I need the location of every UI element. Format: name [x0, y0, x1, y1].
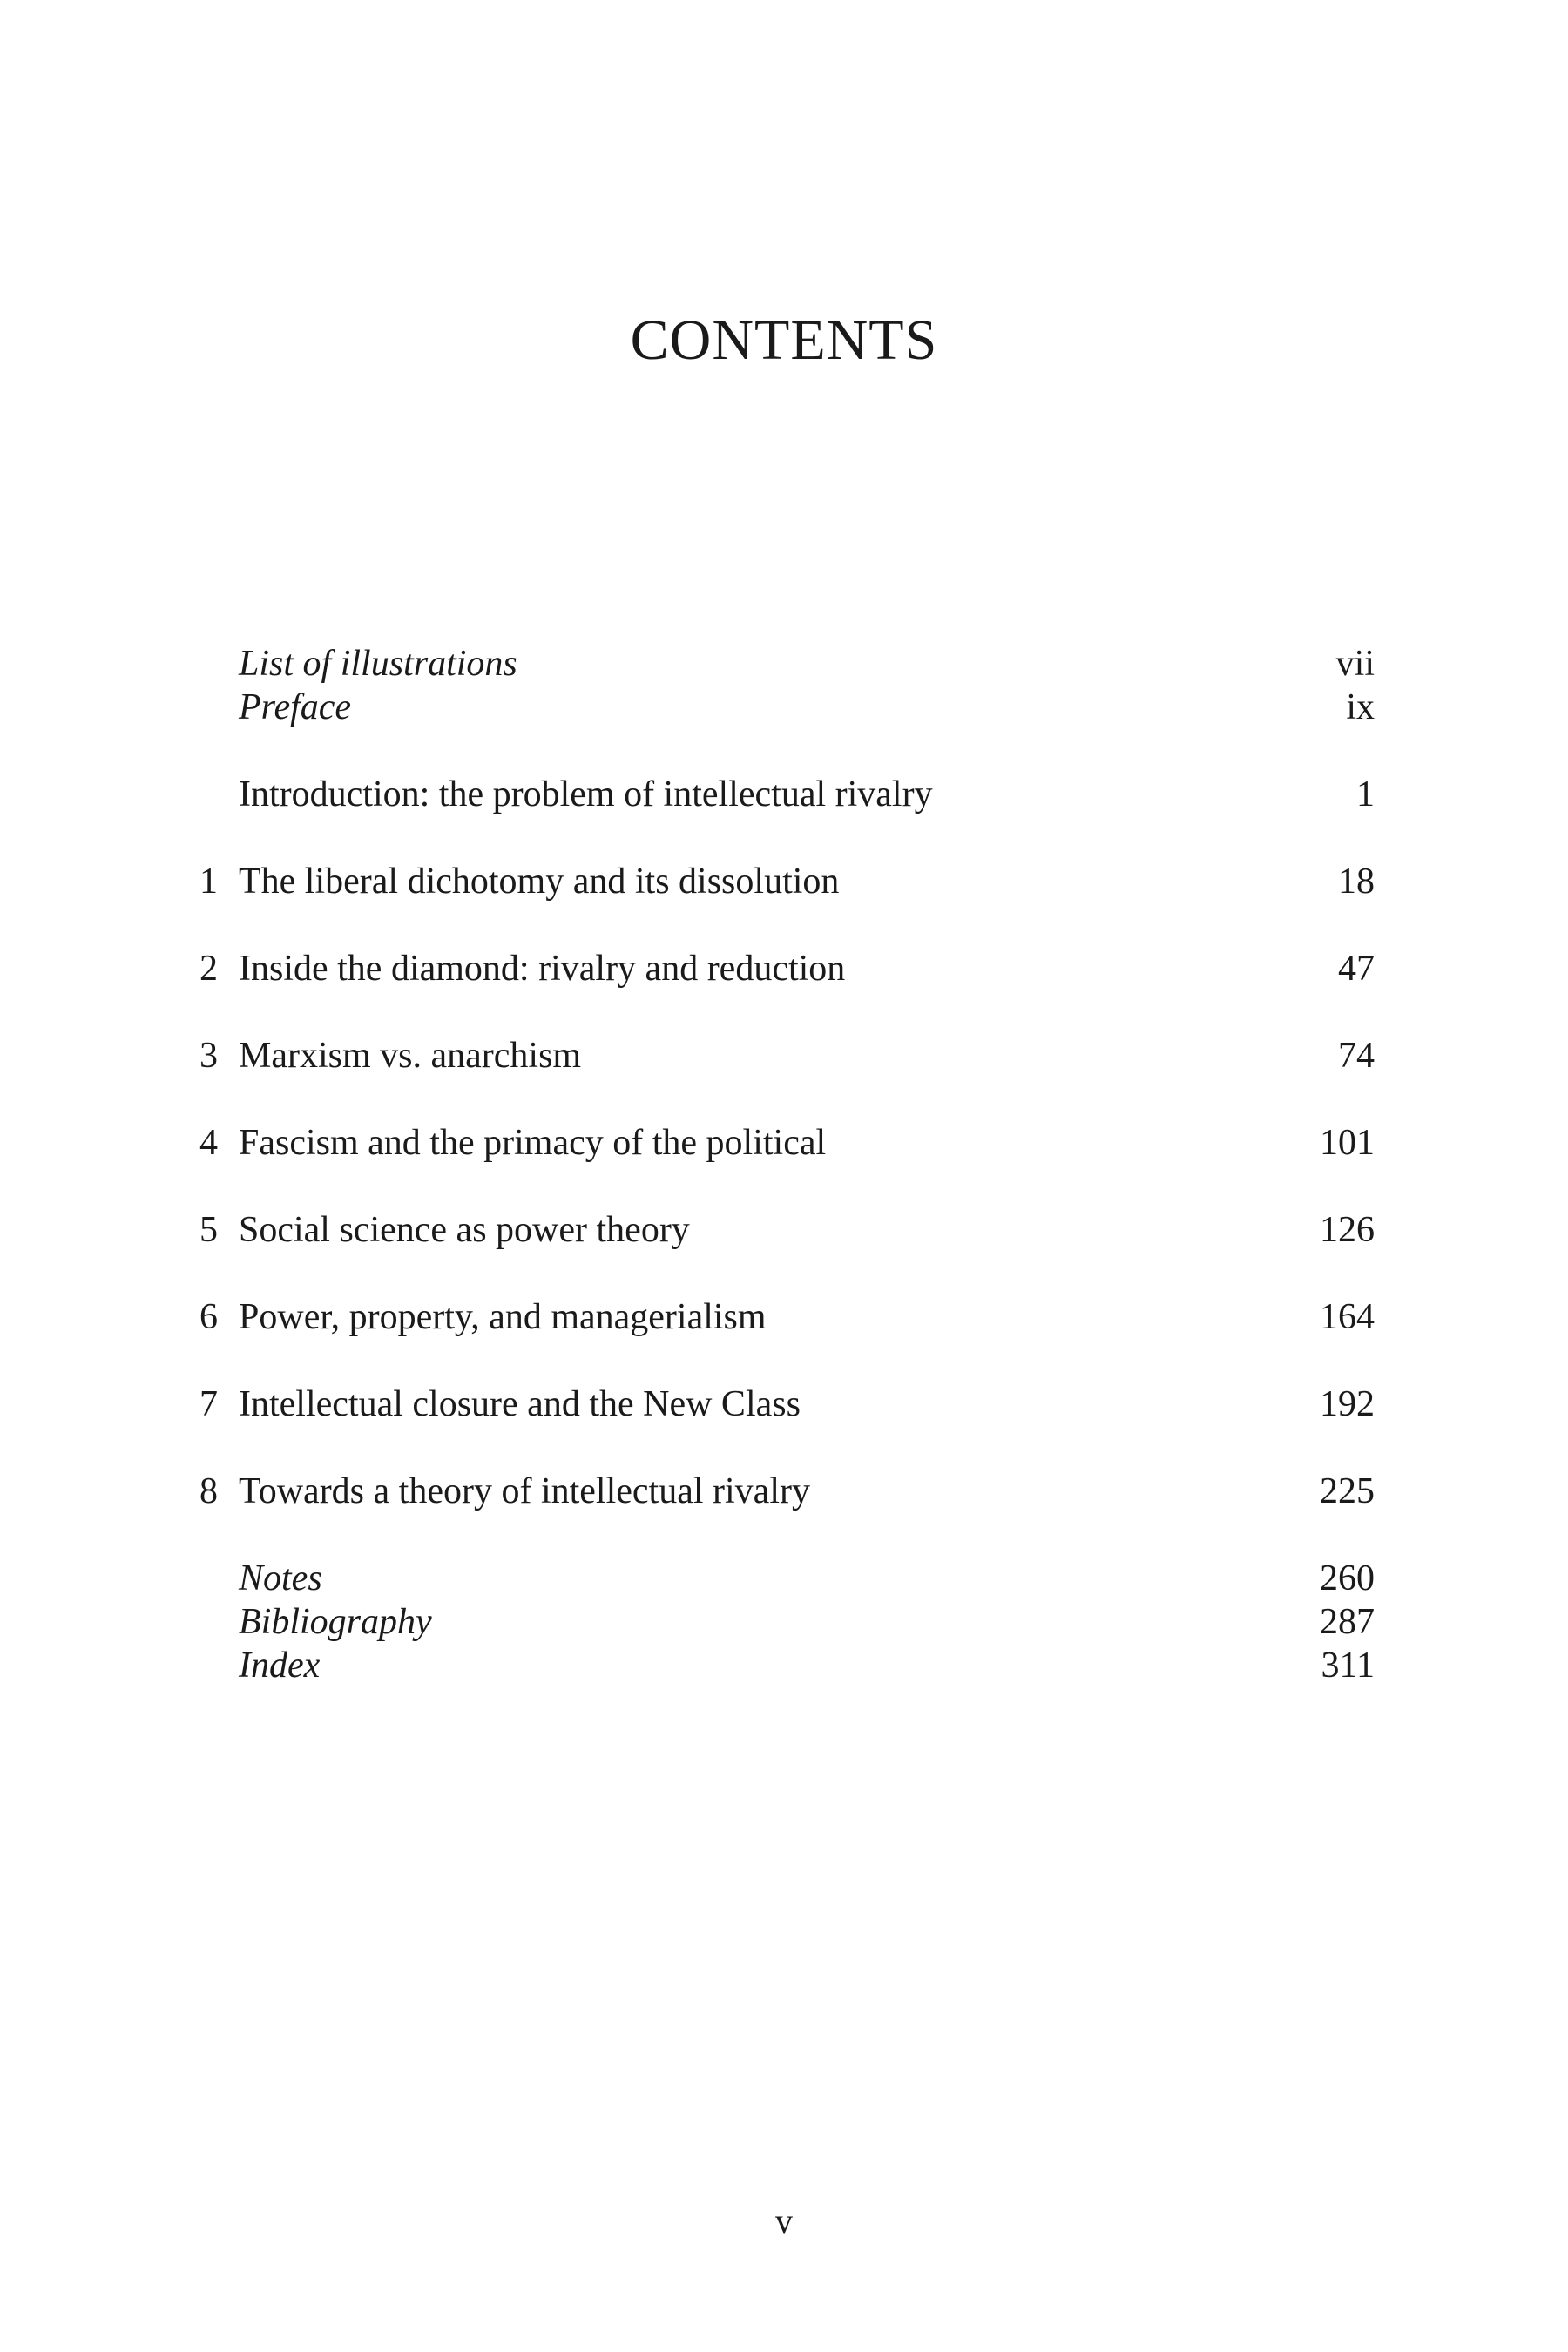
toc-entry-title: Marxism vs. anarchism: [239, 1036, 582, 1076]
toc-entry-page: 260: [1320, 1558, 1375, 1598]
toc-entry-chapter-4[interactable]: [0, 1120, 1568, 1166]
toc-entry-title: List of illustrations: [239, 644, 517, 684]
toc-entry-number: 6: [199, 1297, 218, 1337]
toc-entry-title: Preface: [239, 687, 352, 727]
toc-entry-page: vii: [1335, 644, 1375, 684]
toc-entry-title: Notes: [239, 1558, 322, 1598]
toc-entry-chapter-8[interactable]: [0, 1469, 1568, 1514]
toc-entry-title: Intellectual closure and the New Class: [239, 1384, 801, 1424]
toc-entry-page: 1: [1356, 774, 1375, 814]
toc-entry-title: Bibliography: [239, 1602, 432, 1642]
toc-entry-title: Towards a theory of intellectual rivalry: [239, 1471, 810, 1511]
toc-entry-title: The liberal dichotomy and its dissolution: [239, 862, 840, 902]
toc-entry-page: 101: [1320, 1123, 1375, 1163]
toc-entry-notes[interactable]: [0, 1556, 1568, 1601]
toc-entry-number: 8: [199, 1471, 218, 1511]
toc-entry-page: 18: [1338, 862, 1375, 902]
toc-entry-chapter-3[interactable]: [0, 1033, 1568, 1078]
toc-entry-title: Power, property, and managerialism: [239, 1297, 767, 1337]
toc-entry-number: 5: [199, 1210, 218, 1250]
page-title: CONTENTS: [630, 308, 938, 372]
toc-entry-title: Inside the diamond: rivalry and reduction: [239, 949, 846, 989]
toc-entry-chapter-6[interactable]: [0, 1294, 1568, 1340]
toc-entry-bibliography[interactable]: [0, 1599, 1568, 1645]
toc-entry-page: 74: [1338, 1036, 1375, 1076]
toc-entry-page: 192: [1320, 1384, 1375, 1424]
toc-entry-page: ix: [1346, 687, 1375, 727]
toc-entry-page: 287: [1320, 1602, 1375, 1642]
toc-entry-number: 2: [199, 949, 218, 989]
toc-entry-page: 126: [1320, 1210, 1375, 1250]
toc-entry-preface[interactable]: [0, 685, 1568, 730]
toc-entry-page: 47: [1338, 949, 1375, 989]
page-number: v: [775, 2201, 793, 2240]
toc-entry-introduction[interactable]: [0, 772, 1568, 817]
toc-entry-number: 1: [199, 862, 218, 902]
toc-entry-number: 3: [199, 1036, 218, 1076]
toc-entry-index[interactable]: [0, 1643, 1568, 1688]
toc-entry-page: 225: [1320, 1471, 1375, 1511]
toc-entry-chapter-2[interactable]: [0, 946, 1568, 991]
toc-entry-number: 7: [199, 1384, 218, 1424]
toc-entry-title: Social science as power theory: [239, 1210, 690, 1250]
toc-entry-title: Index: [239, 1646, 321, 1686]
toc-entry-chapter-5[interactable]: [0, 1207, 1568, 1253]
toc-entry-chapter-1[interactable]: [0, 859, 1568, 904]
toc-entry-title: Fascism and the primacy of the political: [239, 1123, 827, 1163]
toc-entry-title: Introduction: the problem of intellectual rivalry: [239, 774, 933, 814]
toc-entry-page: 311: [1321, 1646, 1375, 1686]
toc-entry-list-of-illustrations[interactable]: [0, 641, 1568, 686]
toc-entry-number: 4: [199, 1123, 218, 1163]
toc-entry-page: 164: [1320, 1297, 1375, 1337]
toc-entry-chapter-7[interactable]: [0, 1382, 1568, 1427]
